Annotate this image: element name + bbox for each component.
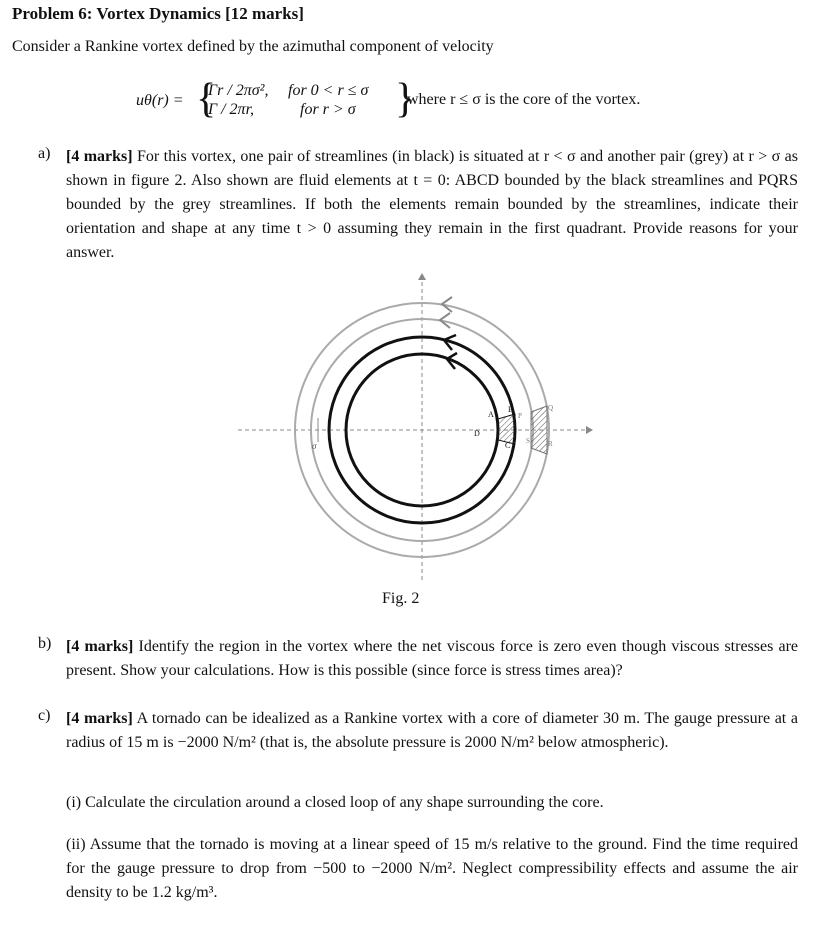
label-q: Q [548,404,554,412]
part-b-text [66,635,798,683]
label-b: B [508,405,514,414]
label-a: A [488,410,494,419]
part-a-text [66,145,798,265]
part-c-text [66,707,798,755]
label-r: R [548,440,553,448]
label-sigma: σ [312,441,317,451]
element-pqrs [531,406,547,454]
equation-lhs: uθ(r) = [136,92,184,109]
figure-caption: Fig. 2 [382,590,420,607]
label-p: P [518,412,522,420]
equation-case2-cond: for r > σ [300,101,356,118]
part-c-marks: [4 marks] [66,710,133,727]
label-s: S [526,437,530,445]
part-a-marks: [4 marks] [66,148,133,165]
label-d: D [474,429,480,438]
vortex-figure [230,268,610,588]
part-c-sub-i: (i) Calculate the circulation around a closed loop of any shape surrounding the core. [66,794,604,811]
equation-right-brace: } [395,76,416,122]
part-b-label: b) [38,635,52,652]
part-c-body: A tornado can be idealized as a Rankine vortex with a core of diameter 30 m. The gauge pressure at a radius of 15 m is −2000 N/m² (that is, the absolute pressure is 2000 N/m² below atmospheric). [66,710,798,751]
intro-text: Consider a Rankine vortex defined by the azimuthal component of velocity [12,38,494,55]
part-c-sub-ii: (ii) Assume that the tornado is moving at a linear speed of 15 m/s relative to the ground. Find the time required for the gauge pressure to drop from −500 to −2000 N/m². Neglect compressibility effects and assume the air density to be 1.2 kg/m³. [66,836,798,901]
element-abcd [498,414,515,444]
label-c: C [505,441,511,450]
part-a-body: For this vortex, one pair of streamlines (in black) is situated at r < σ and another pair (grey) at r > σ as shown in figure 2. Also shown are fluid elements at t = 0: ABCD bounded by the black streamlines and PQRS bounded by the grey streamlines. If both the elements remain bounded by the streamlines, indicate their orientation and shape at any time t > 0 assuming they remain in the first quadrant. Provide reasons for your answer. [66,148,799,261]
equation-case2-expr: Γ / 2πr, [208,101,255,118]
equation-case1-expr: Γr / 2πσ², [208,82,269,99]
equation-where-text: where r ≤ σ is the core of the vortex. [407,91,641,108]
equation-case1-cond: for 0 < r ≤ σ [288,82,369,99]
part-c-label: c) [38,707,51,724]
equation-left-brace: { [196,76,217,122]
problem-title: Problem 6: Vortex Dynamics [12 marks] [12,4,304,23]
part-b-body: Identify the region in the vortex where the net viscous force is zero even though viscous stresses are present. Show your calculations. How is this possible (since force is stress times area)? [66,638,799,679]
part-a-label: a) [38,145,51,162]
part-b-marks: [4 marks] [66,638,134,655]
